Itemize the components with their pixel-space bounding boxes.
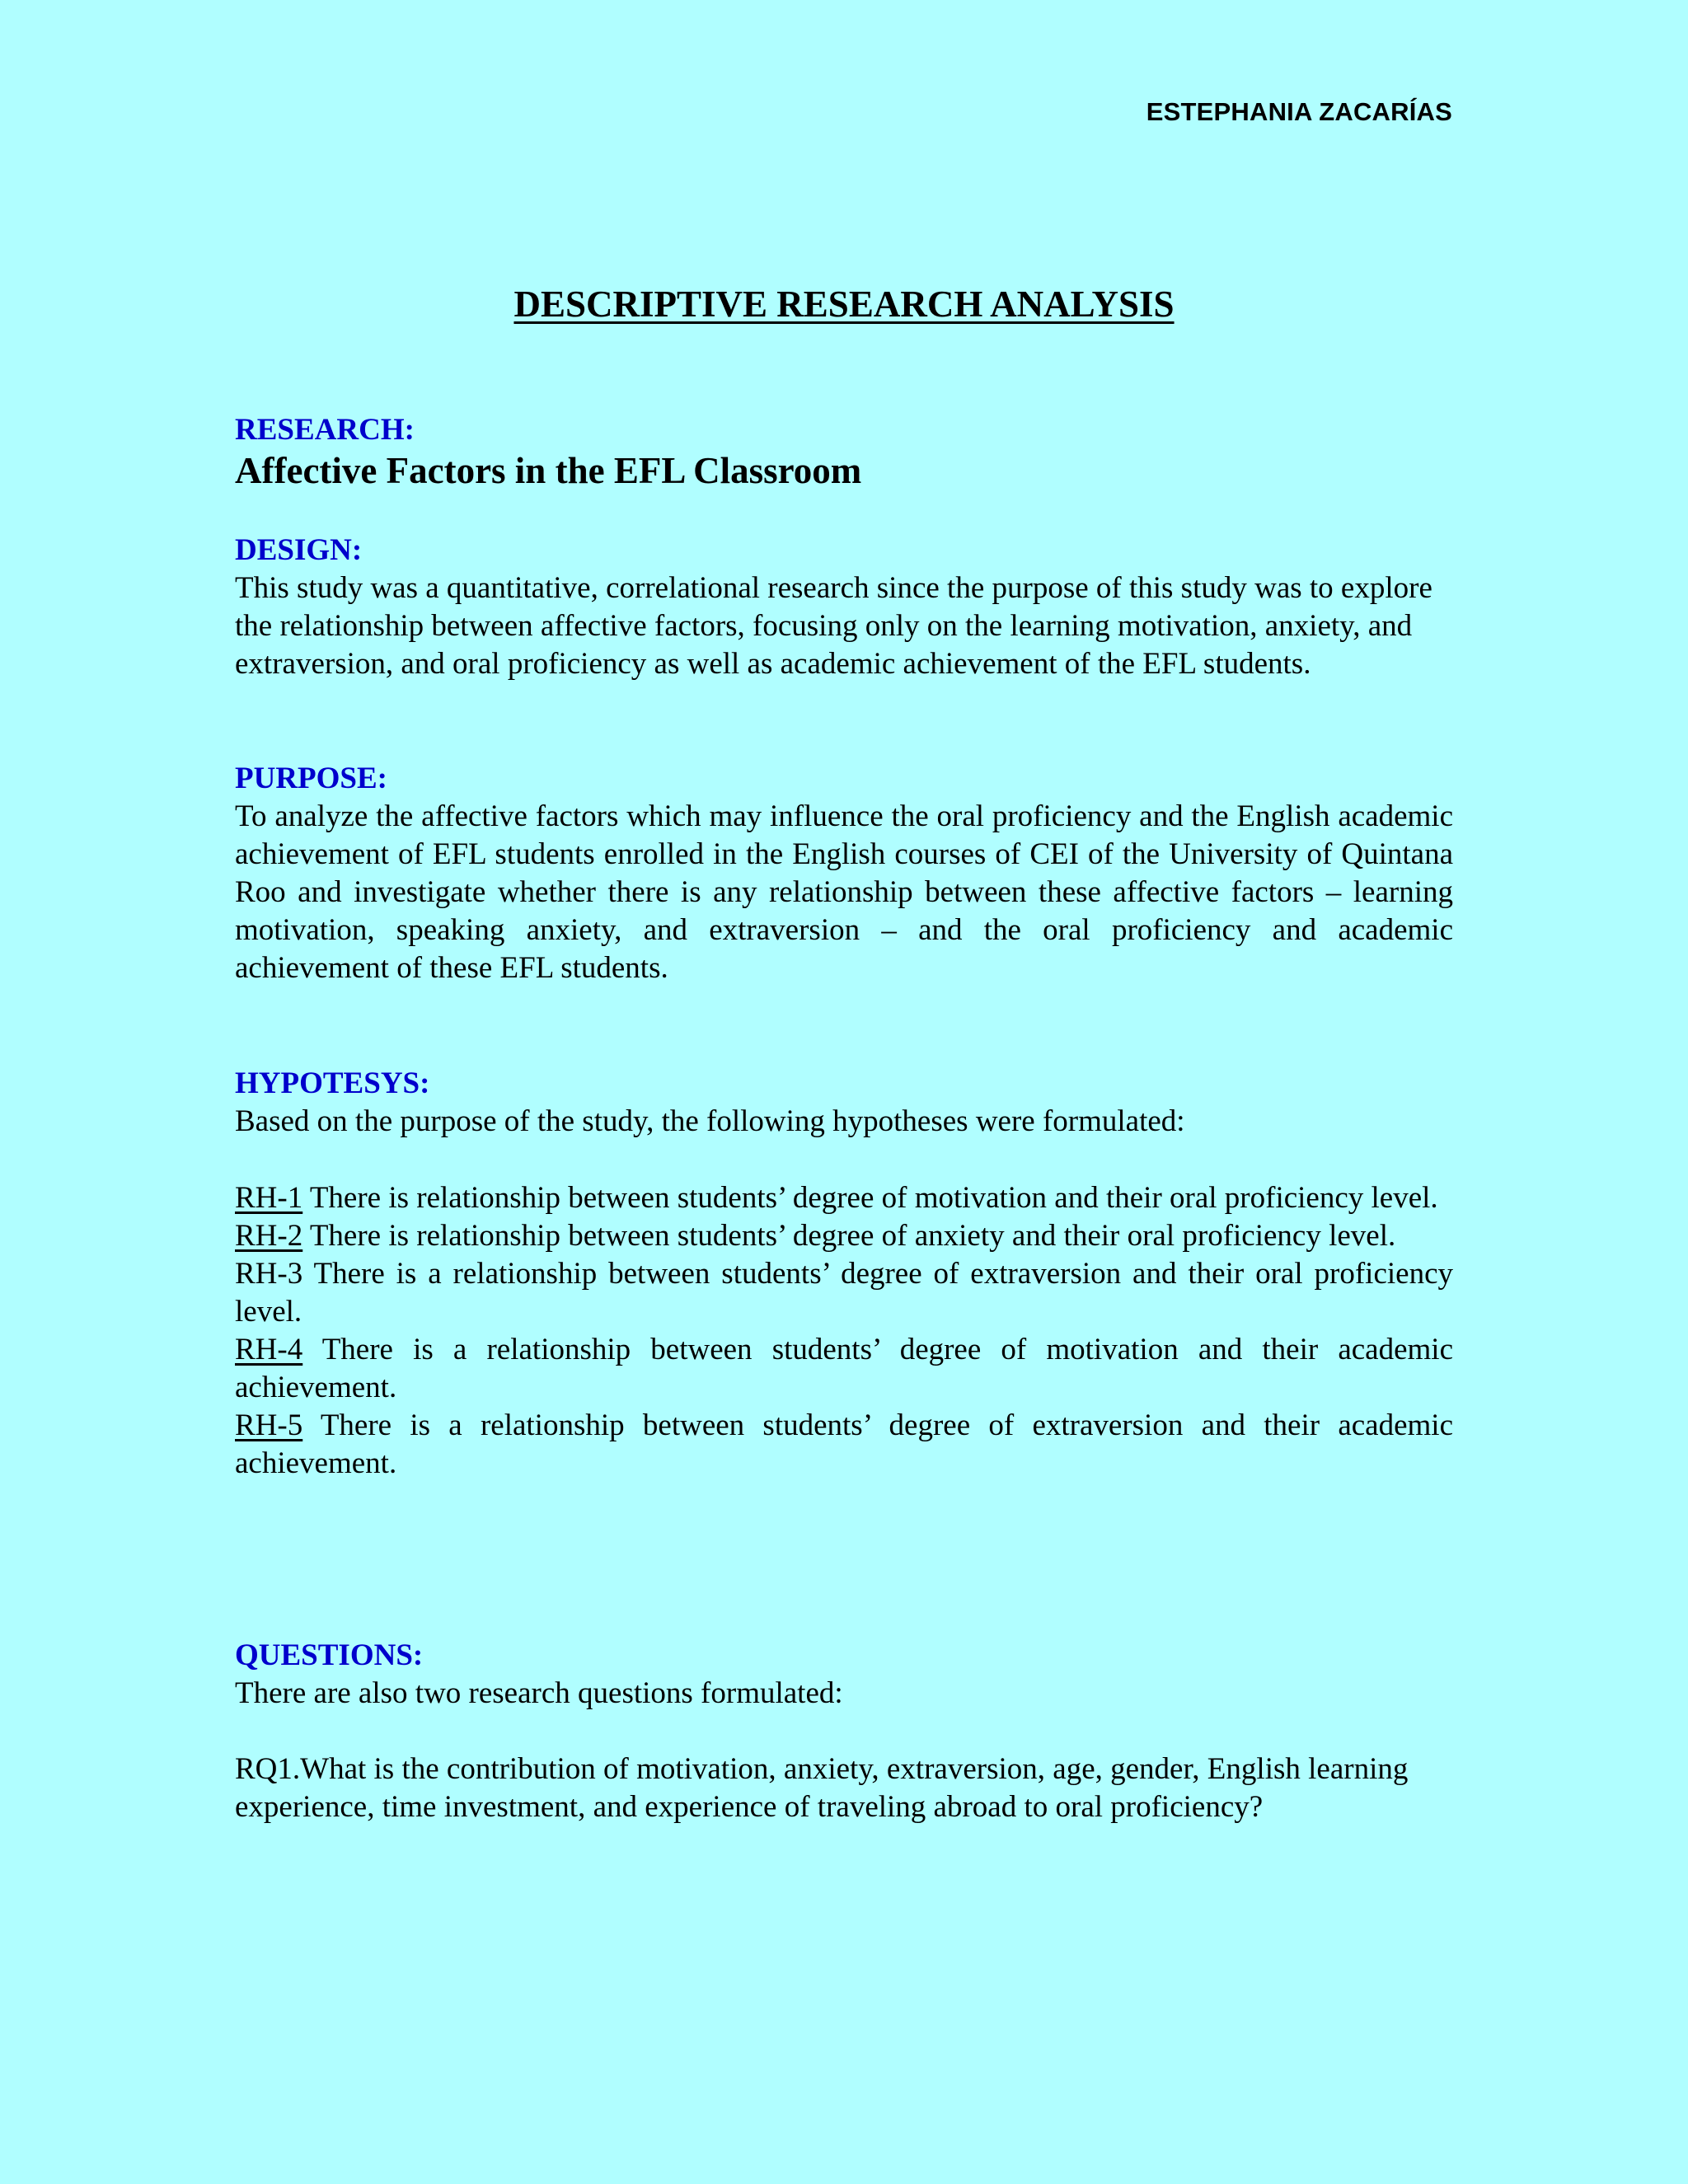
hypothesis-label: RH-3 bbox=[235, 1257, 303, 1291]
hypothesis-item bbox=[235, 1331, 1453, 1407]
design-text: This study was a quantitative, correlational research since the purpose of this study was to explore the relationship between affective factors, focusing only on the learning motivation, anxiety, and extraversion, and oral proficiency as well as academic achievement of the EFL students. bbox=[235, 571, 1432, 681]
document-title: DESCRIPTIVE RESEARCH ANALYSIS bbox=[513, 284, 1175, 325]
hypothesis-item bbox=[235, 1255, 1453, 1331]
design-heading: DESIGN: bbox=[235, 533, 363, 567]
hypothesis-item bbox=[235, 1217, 1453, 1255]
rq1-text: RQ1.What is the contribution of motivation, anxiety, extraversion, age, gender, English learning experience, time investment, and experience of traveling abroad to oral proficiency? bbox=[235, 1752, 1409, 1824]
hypotesys-section bbox=[235, 1065, 1453, 1141]
hypothesis-item bbox=[235, 1407, 1453, 1483]
hypothesis-label: RH-1 bbox=[235, 1181, 303, 1215]
hypothesis-label: RH-2 bbox=[235, 1219, 303, 1253]
hypotesys-heading: HYPOTESYS: bbox=[235, 1066, 430, 1100]
hypothesis-text: There is relationship between students’ degree of motivation and their oral proficiency level. bbox=[302, 1181, 1438, 1215]
research-title: Affective Factors in the EFL Classroom bbox=[235, 450, 862, 491]
research-section bbox=[235, 411, 1453, 492]
purpose-section bbox=[235, 760, 1453, 987]
research-question-1 bbox=[235, 1750, 1422, 1826]
hypothesis-label: RH-5 bbox=[235, 1408, 303, 1442]
questions-heading: QUESTIONS: bbox=[235, 1638, 424, 1672]
research-heading: RESEARCH: bbox=[235, 413, 415, 447]
hypothesis-text: There is a relationship between students’ degree of extraversion and their oral proficiency level. bbox=[235, 1257, 1453, 1329]
purpose-text: To analyze the affective factors which may influence the oral proficiency and the English academic achievement of EFL students enrolled in the English courses of CEI of the University of Quintana Roo and investigate whether there is any relationship between these affective factors – learning motivation, speaking anxiety, and extraversion – and the oral proficiency and academic achievement of these EFL students. bbox=[235, 799, 1453, 985]
design-section bbox=[235, 532, 1453, 683]
hypotesys-intro: Based on the purpose of the study, the following hypotheses were formulated: bbox=[235, 1104, 1185, 1138]
hypothesis-item bbox=[235, 1179, 1453, 1217]
purpose-heading: PURPOSE: bbox=[235, 762, 387, 795]
hypothesis-text: There is a relationship between students’ degree of motivation and their academic achievement. bbox=[235, 1333, 1453, 1404]
author-name: ESTEPHANIA ZACARÍAS bbox=[1146, 97, 1452, 126]
hypotheses-list bbox=[235, 1179, 1453, 1483]
hypothesis-text: There is a relationship between students’ degree of extraversion and their academic achievement. bbox=[235, 1408, 1453, 1480]
questions-section bbox=[235, 1637, 1453, 1713]
hypothesis-label: RH-4 bbox=[235, 1333, 303, 1366]
questions-intro: There are also two research questions formulated: bbox=[235, 1676, 843, 1710]
hypothesis-text: There is relationship between students’ degree of anxiety and their oral proficiency level. bbox=[302, 1219, 1396, 1253]
